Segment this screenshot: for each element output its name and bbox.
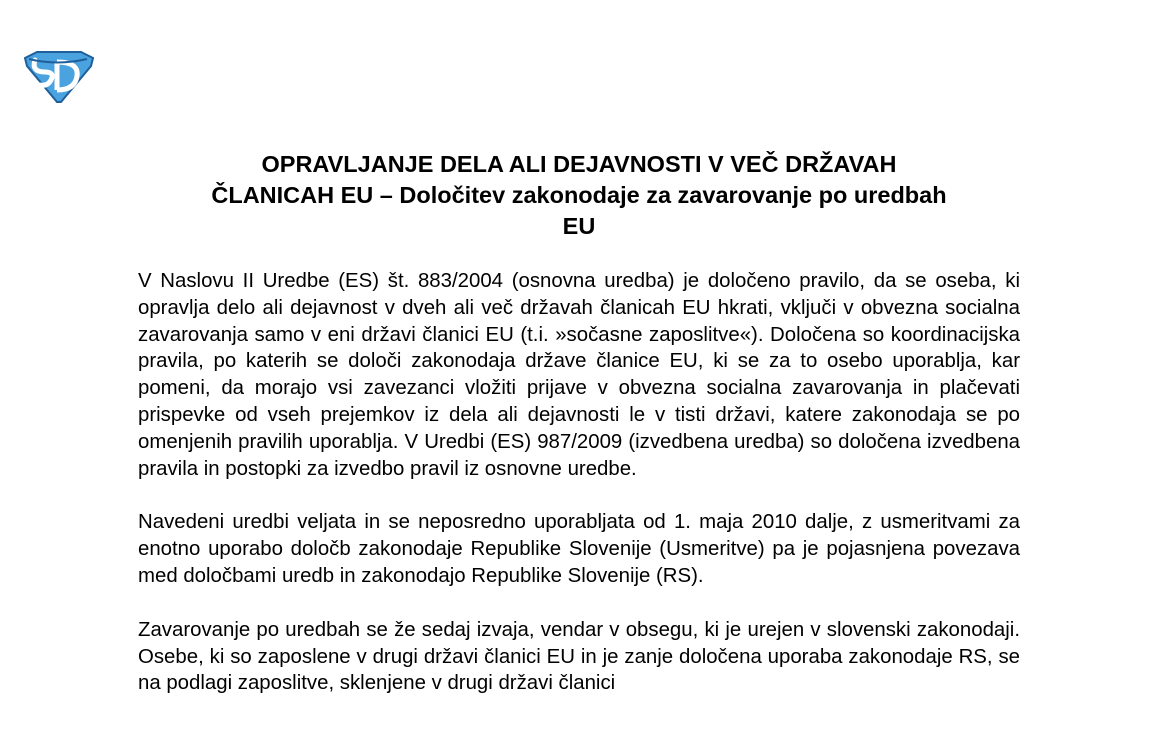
title-line: ČLANICAH EU – Določitev zakonodaje za zavarovanje po uredbah	[211, 182, 947, 208]
paragraph-2: Navedeni uredbi veljata in se neposredno uporabljata od 1. maja 2010 dalje, z usmeritvami za enotno uporabo določb zakonodaje Republike Slovenije (Usmeritve) pa je pojasnjena povezava med določbami uredb in zakonodajo Republike Slovenije (RS).	[138, 511, 1020, 587]
sd-shield-logo-icon	[21, 50, 95, 104]
document-title	[130, 149, 1028, 242]
logo-svg	[21, 50, 95, 104]
title-line: EU	[562, 213, 596, 239]
document-body	[138, 268, 1020, 724]
title-line: OPRAVLJANJE DELA ALI DEJAVNOSTI V VEČ DRŽAVAH	[261, 151, 897, 177]
paragraph-1: V Naslovu II Uredbe (ES) št. 883/2004 (osnovna uredba) je določeno pravilo, da se oseba, ki opravlja delo ali dejavnost v dveh ali več državah članicah EU hkrati, vključi v obvezna socialna zavarovanja samo v eni državi članici EU (t.i. »sočasne zaposlitve«). Določena so koordinacijska pravila, po katerih se določi zakonodaja države članice EU, ki se za to osebo uporablja, kar pomeni, da morajo vsi zavezanci vložiti prijave v obvezna socialna zavarovanja in plačevati prispevke od vseh prejemkov iz dela ali dejavnosti le v tisti državi, katere zakonodaja se po omenjenih pravilih uporablja. V Uredbi (ES) 987/2009 (izvedbena uredba) so določena izvedbena pravila in postopki za izvedbo pravil iz osnovne uredbe.	[138, 270, 1020, 480]
paragraph-3: Zavarovanje po uredbah se že sedaj izvaja, vendar v obsegu, ki je urejen v slovenski zakonodaji. Osebe, ki so zaposlene v drugi državi članici EU in je zanje določena uporaba zakonodaje RS, se na podlagi zaposlitve, sklenjene v drugi državi članici	[138, 618, 1020, 695]
